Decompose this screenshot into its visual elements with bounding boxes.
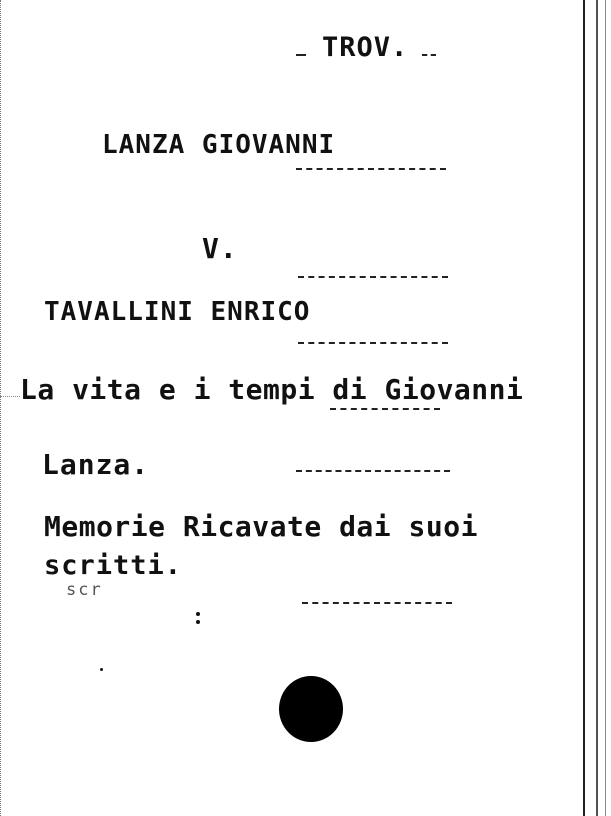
versus-label: V. [202, 232, 238, 265]
party-name: TAVALLINI ENRICO [44, 297, 311, 327]
card-heading: TROV. [322, 32, 409, 63]
margin-rule [0, 396, 20, 397]
card-left-edge [0, 0, 4, 816]
heading-dash [296, 54, 306, 56]
title-underline-2 [296, 470, 450, 472]
card-right-edge [583, 0, 585, 816]
annotation-note: scr [66, 580, 103, 600]
party-underline [298, 342, 448, 344]
ink-speck [100, 668, 103, 671]
author-name: LANZA GIOVANNI [102, 130, 336, 160]
title-underline [330, 408, 440, 410]
subtitle-line-2: scritti. [44, 550, 183, 581]
punch-hole [279, 676, 343, 742]
author-underline [296, 168, 446, 170]
title-line-2: Lanza. [42, 448, 150, 481]
title-line-1: La vita e i tempi di Giovanni [20, 373, 524, 406]
subtitle-line-1: Memorie Ricavate dai suoi [44, 510, 478, 543]
card-right-edge-inner [596, 0, 598, 816]
ink-speck [196, 620, 200, 624]
card-right-edge-outer [605, 0, 606, 816]
versus-underline [298, 276, 448, 278]
subtitle-underline [302, 602, 452, 604]
heading-dash [422, 54, 436, 56]
ink-speck [196, 612, 200, 616]
